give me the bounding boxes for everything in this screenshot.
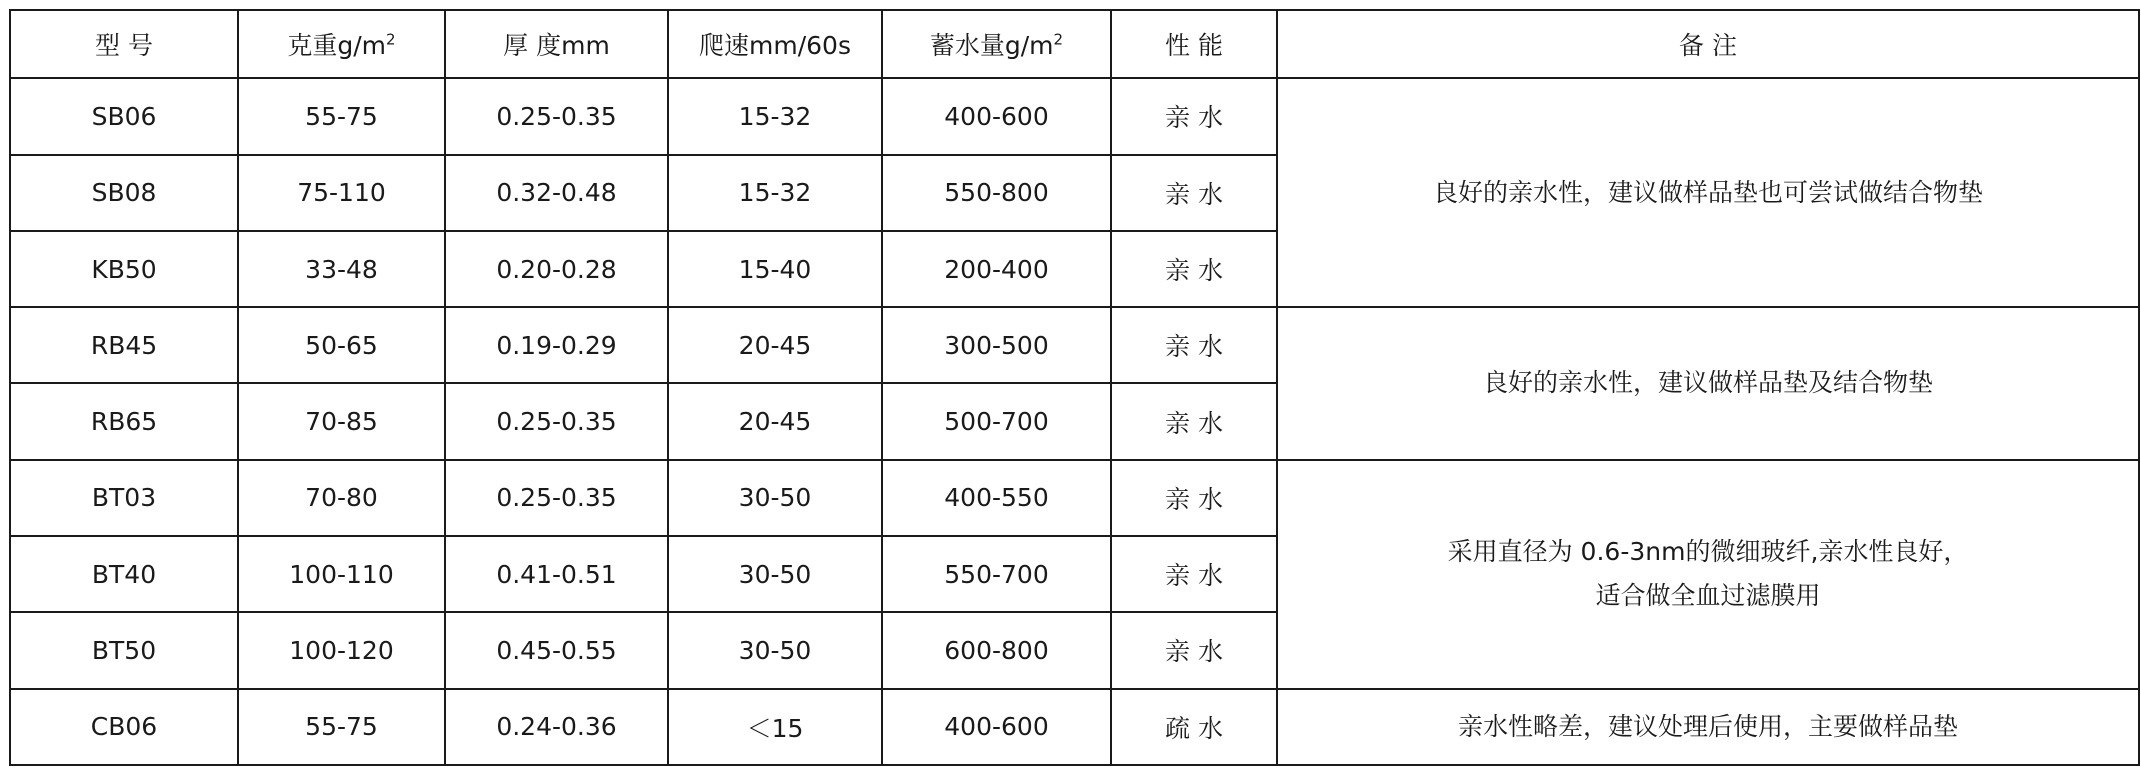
cell-water: 600-800 [882, 612, 1111, 688]
header-model: 型 号 [10, 10, 238, 78]
cell-water: 550-700 [882, 536, 1111, 612]
cell-wicking: 15-32 [668, 78, 882, 154]
remark-bt-line-1: 采用直径为 0.6-3nm的微细玻纤,亲水性良好， [1447, 537, 1969, 567]
remark-rb-group: 良好的亲水性，建议做样品垫及结合物垫 [1277, 307, 2139, 460]
cell-thickness: 0.25-0.35 [445, 78, 668, 154]
header-water: 蓄水量$g/m^2$ [882, 10, 1111, 78]
table-row [10, 307, 2139, 383]
cell-weight: 70-80 [238, 460, 445, 536]
cell-weight: 55-75 [238, 689, 445, 765]
remark-bt-line-2: 适合做全血过滤膜用 [1595, 581, 1821, 611]
cell-water: 400-600 [882, 78, 1111, 154]
cell-wicking: 30-50 [668, 536, 882, 612]
spec-table [9, 9, 2140, 766]
header-remark: 备 注 [1277, 10, 2139, 78]
cell-wicking: 20-45 [668, 307, 882, 383]
cell-property: 亲 水 [1111, 78, 1277, 154]
cell-property: 亲 水 [1111, 536, 1277, 612]
cell-wicking: 15-40 [668, 231, 882, 307]
cell-property: 疏 水 [1111, 689, 1277, 765]
cell-thickness: 0.32-0.48 [445, 155, 668, 231]
cell-thickness: 0.25-0.35 [445, 460, 668, 536]
cell-thickness: 0.24-0.36 [445, 689, 668, 765]
cell-property: 亲 水 [1111, 460, 1277, 536]
cell-model: SB08 [10, 155, 238, 231]
cell-model: KB50 [10, 231, 238, 307]
cell-wicking: ＜15 [668, 689, 882, 765]
cell-wicking: 15-32 [668, 155, 882, 231]
cell-model: RB45 [10, 307, 238, 383]
cell-thickness: 0.20-0.28 [445, 231, 668, 307]
header-row [10, 10, 2139, 78]
cell-wicking: 30-50 [668, 460, 882, 536]
header-thickness: 厚 度mm [445, 10, 668, 78]
cell-thickness: 0.25-0.35 [445, 383, 668, 459]
cell-water: 300-500 [882, 307, 1111, 383]
cell-wicking: 20-45 [668, 383, 882, 459]
header-wicking: 爬速mm/60s [668, 10, 882, 78]
cell-weight: 70-85 [238, 383, 445, 459]
cell-model: CB06 [10, 689, 238, 765]
remark-bt-group [1277, 460, 2139, 689]
cell-model: BT40 [10, 536, 238, 612]
cell-weight: 33-48 [238, 231, 445, 307]
cell-model: BT03 [10, 460, 238, 536]
cell-model: BT50 [10, 612, 238, 688]
table-row [10, 689, 2139, 765]
cell-weight: 75-110 [238, 155, 445, 231]
remark-cb-group: 亲水性略差，建议处理后使用，主要做样品垫 [1277, 689, 2139, 765]
cell-thickness: 0.41-0.51 [445, 536, 668, 612]
cell-water: 400-600 [882, 689, 1111, 765]
cell-thickness: 0.45-0.55 [445, 612, 668, 688]
cell-water: 400-550 [882, 460, 1111, 536]
cell-weight: 55-75 [238, 78, 445, 154]
header-property: 性 能 [1111, 10, 1277, 78]
cell-weight: 50-65 [238, 307, 445, 383]
cell-property: 亲 水 [1111, 307, 1277, 383]
table-row [10, 78, 2139, 154]
remark-sb-group: 良好的亲水性，建议做样品垫也可尝试做结合物垫 [1277, 78, 2139, 307]
cell-model: RB65 [10, 383, 238, 459]
cell-property: 亲 水 [1111, 231, 1277, 307]
cell-weight: 100-110 [238, 536, 445, 612]
cell-property: 亲 水 [1111, 383, 1277, 459]
cell-weight: 100-120 [238, 612, 445, 688]
cell-property: 亲 水 [1111, 612, 1277, 688]
cell-water: 550-800 [882, 155, 1111, 231]
table-row [10, 460, 2139, 536]
cell-water: 200-400 [882, 231, 1111, 307]
cell-thickness: 0.19-0.29 [445, 307, 668, 383]
header-weight: 克重$g/m^2$ [238, 10, 445, 78]
cell-water: 500-700 [882, 383, 1111, 459]
cell-property: 亲 水 [1111, 155, 1277, 231]
cell-wicking: 30-50 [668, 612, 882, 688]
cell-model: SB06 [10, 78, 238, 154]
